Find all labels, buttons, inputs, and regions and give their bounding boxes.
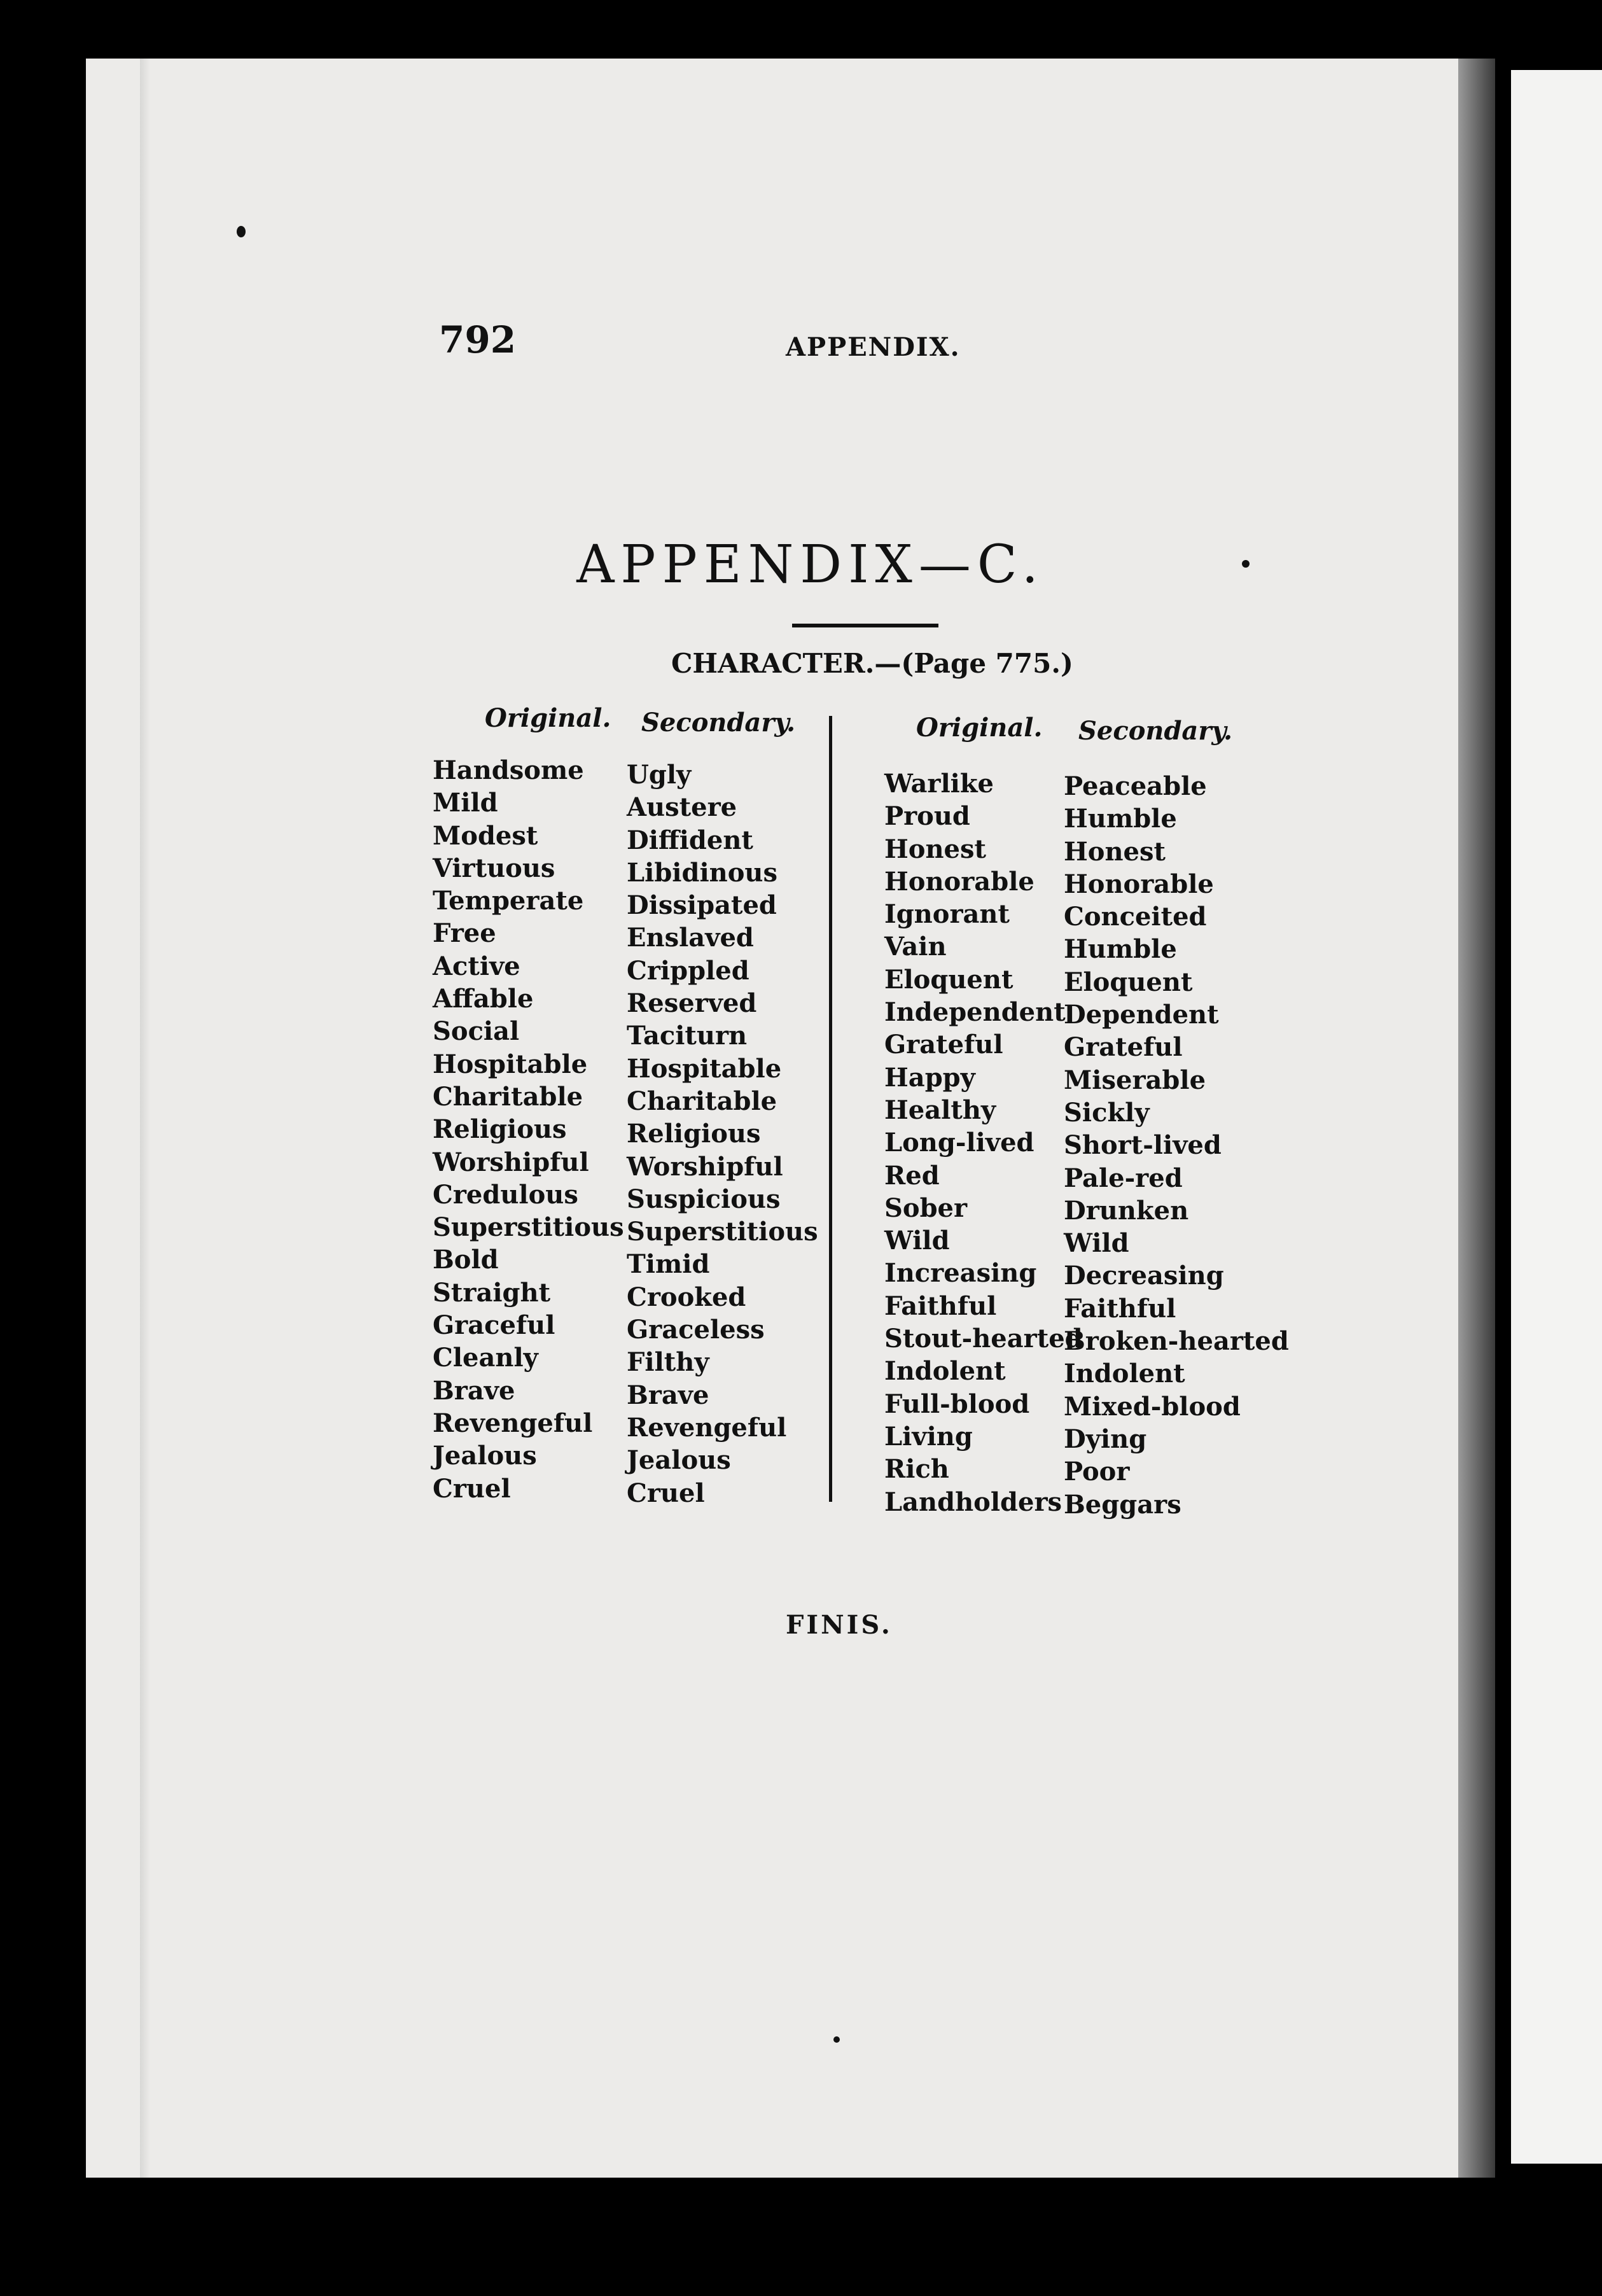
right-original-column [884,767,1083,1518]
original-trait: Straight [433,1277,551,1308]
original-trait: Modest [433,820,538,851]
scan-speck [237,226,246,237]
secondary-trait: Faithful [1064,1293,1176,1324]
secondary-trait: Ugly [627,760,692,790]
left-secondary-header: Secondary. [641,708,795,738]
secondary-trait: Libidinous [627,857,778,888]
original-trait: Worshipful [433,1147,589,1177]
original-trait: Bold [433,1245,499,1275]
original-trait: Ignorant [884,899,1010,930]
original-trait: Credulous [433,1179,578,1210]
appendix-title: APPENDIX—C. [576,535,1045,595]
original-trait: Free [433,918,496,949]
secondary-trait: Humble [1064,804,1177,834]
secondary-trait: Enslaved [627,923,754,953]
original-trait: Independent [884,997,1066,1028]
secondary-trait: Brave [627,1380,709,1410]
original-trait: Virtuous [433,853,555,883]
original-trait: Honorable [884,866,1034,897]
original-trait: Red [884,1160,940,1191]
original-trait: Faithful [884,1291,997,1321]
original-trait: Active [433,951,520,981]
secondary-trait: Miserable [1064,1065,1206,1095]
secondary-trait: Superstitious [627,1217,818,1247]
secondary-trait: Taciturn [627,1021,748,1051]
original-trait: Sober [884,1193,968,1223]
original-trait: Warlike [884,769,994,799]
right-original-header: Original. [916,713,1043,743]
secondary-trait: Dissipated [627,890,777,921]
original-trait: Charitable [433,1081,583,1112]
original-trait: Brave [433,1375,515,1406]
original-trait: Graceful [433,1310,555,1341]
page-number: 792 [439,318,517,361]
original-trait: Vain [884,932,947,962]
secondary-trait: Conceited [1064,902,1207,932]
original-trait: Eloquent [884,964,1013,995]
secondary-trait: Humble [1064,934,1177,965]
scan-left-margin [0,0,83,2296]
original-trait: Cruel [433,1473,511,1504]
original-trait: Social [433,1016,520,1047]
secondary-trait: Revengeful [627,1412,787,1443]
original-trait: Full-blood [884,1389,1030,1419]
original-trait: Wild [884,1226,950,1256]
secondary-trait: Wild [1064,1228,1129,1259]
running-head: APPENDIX. [786,332,961,362]
secondary-trait: Broken-hearted [1064,1326,1289,1357]
secondary-trait: Dependent [1064,1000,1219,1030]
original-trait: Mild [433,788,498,818]
original-trait: Stout-hearted [884,1324,1083,1354]
secondary-trait: Honest [1064,836,1166,867]
secondary-trait: Indolent [1064,1359,1185,1389]
secondary-trait: Pale-red [1064,1163,1183,1193]
secondary-trait: Religious [627,1119,761,1149]
secondary-trait: Mixed-blood [1064,1391,1241,1422]
original-trait: Jealous [433,1441,537,1471]
original-trait: Affable [433,984,534,1014]
secondary-trait: Worshipful [627,1151,783,1182]
original-trait: Indolent [884,1356,1006,1387]
page-edge-shadow [1458,59,1495,2178]
secondary-trait: Dying [1064,1424,1147,1454]
secondary-trait: Charitable [627,1086,777,1116]
original-trait: Increasing [884,1258,1037,1289]
secondary-trait: Austere [627,792,737,823]
original-trait: Proud [884,801,970,832]
right-secondary-header: Secondary. [1078,716,1232,746]
original-trait: Grateful [884,1030,1003,1060]
original-trait: Religious [433,1114,567,1145]
secondary-trait: Eloquent [1064,967,1193,997]
secondary-trait: Poor [1064,1457,1130,1487]
column-divider [829,716,832,1502]
secondary-trait: Cruel [627,1478,705,1508]
secondary-trait: Filthy [627,1347,709,1378]
original-trait: Living [884,1421,973,1452]
section-heading: CHARACTER.—(Page 775.) [671,648,1073,679]
secondary-trait: Jealous [627,1445,731,1476]
title-rule [792,624,938,627]
secondary-trait: Crooked [627,1282,746,1312]
secondary-trait: Grateful [1064,1032,1183,1063]
secondary-trait: Sickly [1064,1097,1150,1128]
next-page-sliver [1511,70,1602,2164]
scan-bottom-margin [0,2189,1602,2296]
original-trait: Happy [884,1062,975,1093]
original-trait: Superstitious [433,1212,624,1243]
original-trait: Healthy [884,1095,996,1125]
original-trait: Long-lived [884,1128,1034,1158]
secondary-trait: Peaceable [1064,771,1207,801]
secondary-trait: Suspicious [627,1184,781,1214]
secondary-trait: Crippled [627,955,749,986]
secondary-trait: Diffident [627,825,753,855]
left-secondary-column [627,759,818,1509]
original-trait: Landholders [884,1487,1062,1517]
original-trait: Hospitable [433,1049,588,1079]
secondary-trait: Beggars [1064,1489,1181,1520]
finis: FINIS. [786,1610,893,1640]
left-original-column [433,754,624,1505]
secondary-trait: Short-lived [1064,1130,1222,1161]
secondary-trait: Hospitable [627,1053,782,1084]
right-secondary-column [1064,770,1289,1521]
original-trait: Rich [884,1454,949,1485]
original-trait: Revengeful [433,1408,593,1438]
left-original-header: Original. [485,703,611,733]
original-trait: Cleanly [433,1343,538,1373]
page-fold-shadow [140,59,150,2178]
secondary-trait: Graceless [627,1315,765,1345]
original-trait: Handsome [433,755,584,785]
secondary-trait: Timid [627,1249,710,1280]
scan-speck [833,2036,840,2043]
secondary-trait: Drunken [1064,1195,1189,1226]
original-trait: Temperate [433,886,584,916]
secondary-trait: Decreasing [1064,1261,1224,1291]
original-trait: Honest [884,834,986,864]
secondary-trait: Honorable [1064,869,1214,899]
secondary-trait: Reserved [627,988,757,1019]
